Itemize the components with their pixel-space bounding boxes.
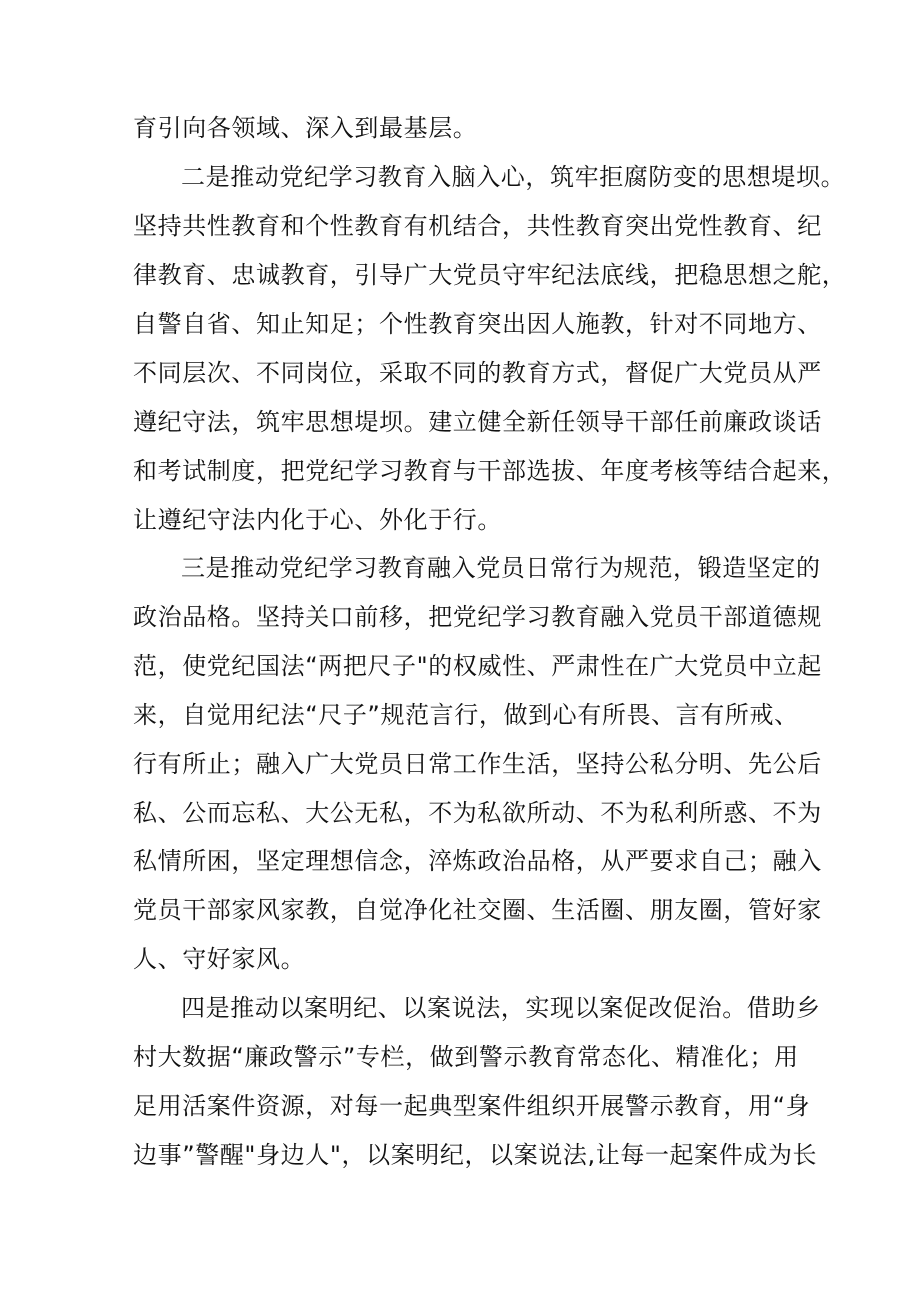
paragraph-2-start: 二是推动党纪学习教育入脑入心，筑牢拒腐防变的思想堤坝。 <box>181 163 846 191</box>
text-line: 私情所困，坚定理想信念，淬炼政治品格，从严要求自己；融入 <box>133 847 822 875</box>
text-line: 让遵纪守法内化于心、外化于行。 <box>133 506 502 534</box>
text-line: 村大数据“廉政警示”专栏，做到警示教育常态化、精准化；用 <box>133 1043 799 1071</box>
text-line: 自警自省、知止知足；个性教育突出因人施教，针对不同地方、 <box>133 310 822 338</box>
text-line: 来，自觉用纪法“尺子”规范言行，做到心有所畏、言有所戒、 <box>133 701 799 729</box>
text-line: 坚持共性教育和个性教育有机结合，共性教育突出党性教育、纪 <box>133 212 822 240</box>
text-line: 遵纪守法，筑牢思想堤坝。建立健全新任领导干部任前廉政谈话 <box>133 408 822 436</box>
text-line: 和考试制度，把党纪学习教育与干部选拔、年度考核等结合起来， <box>133 457 847 485</box>
text-line: 育引向各领域、深入到最基层。 <box>133 114 478 142</box>
paragraph-4-start: 四是推动以案明纪、以案说法，实现以案促改促治。借助乡 <box>181 994 821 1022</box>
text-line: 边事”警醒"身边人"，以案明纪，以案说法,让每一起案件成为长 <box>133 1141 818 1169</box>
text-line: 行有所止；融入广大党员日常工作生活，坚持公私分明、先公后 <box>133 750 822 778</box>
text-line: 足用活案件资源，对每一起典型案件组织开展警示教育，用“身 <box>133 1092 811 1120</box>
text-line: 范，使党纪国法“两把尺子"的权威性、严肃性在广大党员中立起 <box>133 652 822 680</box>
text-line: 人、守好家风。 <box>133 945 306 973</box>
text-line: 党员干部家风家教，自觉净化社交圈、生活圈、朋友圈，管好家 <box>133 896 822 924</box>
text-line: 不同层次、不同岗位，采取不同的教育方式，督促广大党员从严 <box>133 359 822 387</box>
text-line: 私、公而忘私、大公无私，不为私欲所动、不为私利所惑、不为 <box>133 799 822 827</box>
paragraph-3-start: 三是推动党纪学习教育融入党员日常行为规范，锻造坚定的 <box>181 554 821 582</box>
text-line: 律教育、忠诚教育，引导广大党员守牢纪法底线，把稳思想之舵， <box>133 261 847 289</box>
text-line: 政治品格。坚持关口前移，把党纪学习教育融入党员干部道德规 <box>133 603 822 631</box>
